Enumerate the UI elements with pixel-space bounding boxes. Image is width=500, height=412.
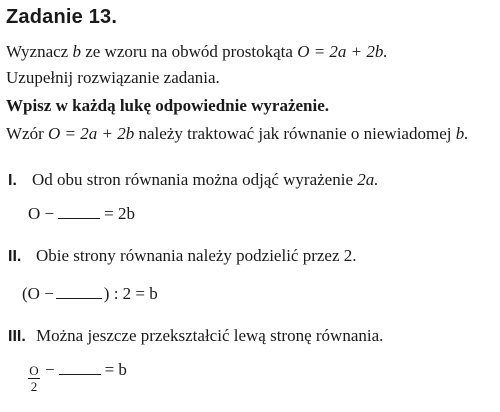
task-line-1-part-c: ze wzoru na obwód prostokąta [80,42,298,61]
formula-inline: O = 2a + 2b [48,124,135,143]
step-2-eq-right: ) : 2 = b [103,284,158,303]
step-1-equation [28,204,135,224]
fraction-numerator: O [29,363,39,378]
perimeter-formula: O = 2a + 2b. [297,42,388,61]
task-line-4 [6,124,468,144]
step-1-blank[interactable] [58,204,100,219]
step-2-text: Obie strony równania należy podzielić przez 2. [36,246,357,265]
step-3-eq-left: − [45,360,55,379]
step-2-blank[interactable] [56,284,102,299]
unknown-variable: b. [455,124,469,143]
step-2-eq-left: (O − [22,284,54,303]
step-2-number: II. [8,248,22,265]
step-1-eq-left: O − [28,204,55,223]
step-3-equation [28,354,127,394]
task-instruction: Wpisz w każdą lukę odpowiednie wyrażenie. [6,96,330,115]
step-1-text [32,170,379,190]
task-line-2: Uzupełnij rozwiązanie zadania. [6,68,220,87]
task-line-4-part-b: należy traktować jak równanie o niewiadomej [134,124,456,143]
step-3-text: Można jeszcze przekształcić lewą stronę równania. [36,326,384,345]
task-title: Zadanie 13. [6,6,118,28]
step-3-blank[interactable] [59,360,101,375]
task-line-1-part-a: Wyznacz [6,42,73,61]
step-3-fraction [28,364,40,393]
step-3-eq-right: = b [104,360,127,379]
fraction-denominator: 2 [30,379,38,394]
step-1-expression: 2a. [357,170,379,189]
step-3-number: III. [8,328,26,345]
task-line-1 [6,42,388,62]
step-2-equation [22,284,158,304]
task-line-4-part-a: Wzór [6,124,49,143]
step-1-text-main: Od obu stron równania można odjąć wyrażenie [32,170,358,189]
step-1-eq-right: = 2b [104,204,135,223]
step-1-number: I. [8,172,17,189]
variable-b: b [72,42,81,61]
